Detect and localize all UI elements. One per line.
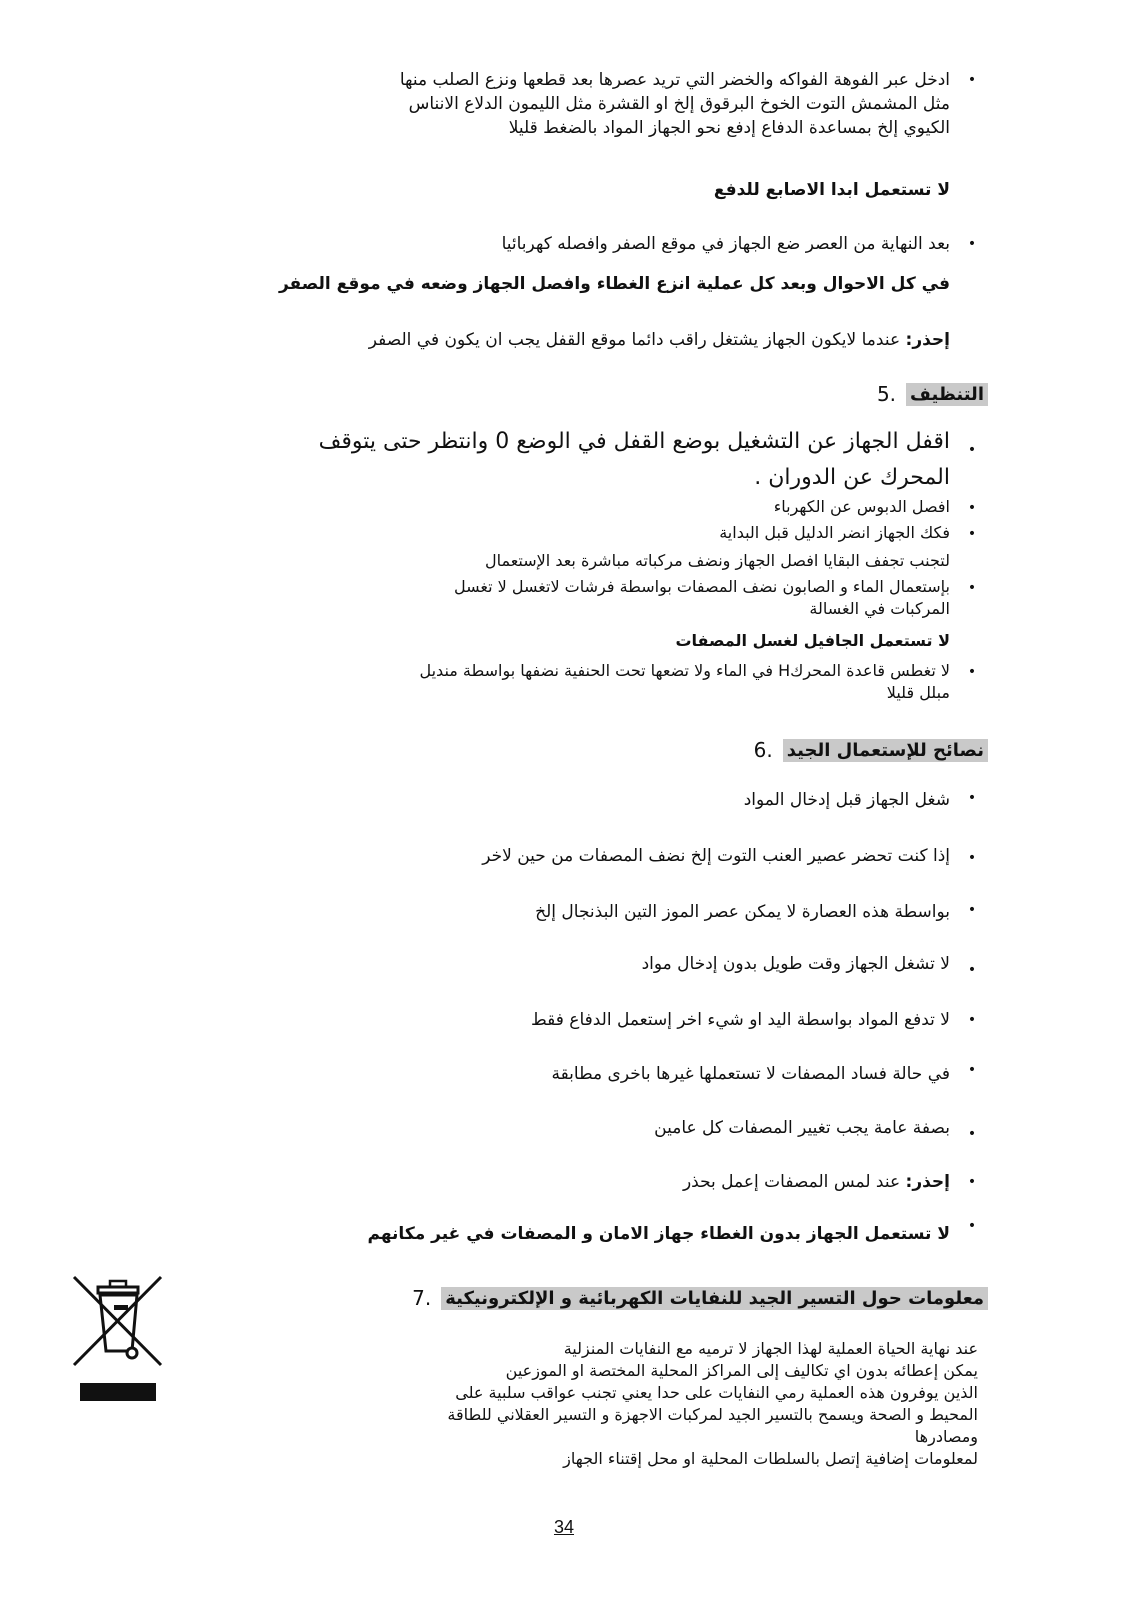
warning-label: إحذر: (905, 330, 950, 350)
warning-label: إحذر: (905, 1172, 950, 1192)
text-line: المحيط و الصحة ويسمح بالتسير الجيد لمركبات الاجهزة و التسير العقلاني للطاقة (447, 1405, 978, 1424)
text-line: الكيوي إلخ بمساعدة الدفاع إدفع نحو الجهاز المواد بالضغط قليلا (508, 118, 950, 138)
crossed-out-wheelie-bin-icon (70, 1275, 165, 1370)
text-line: لا تدفع المواد بواسطة اليد او شيء اخر إستعمل الدفاع فقط (531, 1010, 950, 1030)
bullet: • (967, 850, 977, 866)
bullet: • (967, 1174, 977, 1190)
warning-no-bleach (160, 630, 950, 652)
section-title: نصائح للإستعمال الجيد (783, 739, 988, 762)
warning-no-fingers (160, 178, 950, 202)
text-line: المركبات في الغسالة (809, 599, 950, 618)
bullet: • (967, 1012, 977, 1028)
text-line: بإستعمال الماء و الصابون نضف المصفات بواسطة فرشات لاتغسل لا تغسل (454, 577, 950, 596)
paragraph-washing (160, 576, 950, 620)
paragraph-motor-base (130, 660, 950, 704)
tip-item (160, 844, 950, 868)
tip-item (160, 1008, 950, 1032)
text-line: مبلل قليلا (886, 683, 950, 702)
text-line: بعد النهاية من العصر ضع الجهاز في موقع الصفر وافصله كهربائيا (501, 234, 950, 254)
section-number: 5. (876, 382, 897, 406)
tip-item (160, 952, 950, 976)
text-line: إذا كنت تحضر عصير العنب التوت إلخ نضف المصفات من حين لاخر (482, 846, 950, 866)
bullet: • (967, 526, 977, 542)
text-line: يمكن إعطائه بدون اي تكاليف إلى المراكز المحلية المختصة او الموزعين (505, 1361, 978, 1380)
bullet: • (967, 962, 977, 978)
bold-warning: لا تستعمل الجافيل لغسل المصفات (675, 631, 950, 650)
page-number: 34 (553, 1517, 575, 1537)
text-line: بواسطة هذه العصارة لا يمكن عصر الموز التين البذنجال إلخ (535, 902, 950, 922)
bold-instruction: في كل الاحوال وبعد كل عملية انزع الغطاء وافصل الجهاز وضعه في موقع الصفر (278, 274, 950, 294)
paragraph-avoid-drying (160, 550, 950, 572)
text-line: اقفل الجهاز عن التشغيل بوضع القفل في الوضع 0 وانتظر حتى يتوقف (318, 429, 950, 454)
section-5-heading (877, 382, 988, 406)
bullet: • (967, 664, 977, 680)
section-number: 7. (412, 1286, 432, 1310)
bullet: • (967, 1062, 977, 1078)
bullet: • (967, 236, 977, 252)
bullet: • (967, 72, 977, 88)
bullet: • (967, 1218, 977, 1234)
paragraph-remove-lid (160, 272, 950, 296)
bullet: • (967, 580, 977, 596)
section-6-heading (754, 738, 988, 762)
text-line: مثل المشمش التوت الخوخ البرقوق إلخ او القشرة مثل الليمون الدلاع الانناس (408, 94, 950, 114)
warning-filters (160, 1170, 950, 1194)
tip-item (160, 788, 950, 812)
text-line: ادخل عبر الفوهة الفواكه والخضر التي تريد عصرها بعد قطعها ونزع الصلب منها (399, 70, 950, 90)
section-title: معلومات حول التسير الجيد للنفايات الكهربائية و الإلكترونيكية (441, 1287, 988, 1310)
text-line: بصفة عامة يجب تغيير المصفات كل عامين (654, 1118, 950, 1138)
tip-item (160, 1116, 950, 1140)
text-line: شغل الجهاز قبل إدخال المواد (743, 790, 950, 810)
paragraph-after-juicing (160, 232, 950, 256)
paragraph-insert-fruit (160, 68, 950, 140)
text-line: فكك الجهاز انضر الدليل قبل البداية (719, 523, 950, 542)
weee-bar (80, 1383, 156, 1401)
text-line: لتجنب تجفف البقايا افصل الجهاز ونضف مركباته مباشرة بعد الإستعمال (484, 551, 950, 570)
section-7-heading (412, 1286, 988, 1310)
list-item (160, 522, 950, 544)
paragraph-switch-off (160, 424, 950, 496)
list-item (160, 496, 950, 518)
bold-warning: لا تستعمل ابدا الاصابع للدفع (713, 180, 950, 200)
tip-item (160, 1062, 950, 1086)
bullet: • (967, 902, 977, 918)
warning-lock-position (160, 328, 950, 352)
text-line: لا تغطس قاعدة المحركH في الماء ولا تضعها تحت الحنفية نضفها بواسطة منديل (419, 661, 950, 680)
warning-text: عندما لايكون الجهاز يشتغل راقب دائما موقع القفل يجب ان يكون في الصفر (368, 330, 901, 350)
section-title: التنظيف (906, 383, 988, 406)
paragraph-disposal (163, 1338, 978, 1470)
bullet: • (967, 790, 977, 806)
text-line: في حالة فساد المصفات لا تستعملها غيرها باخرى مطابقة (551, 1064, 950, 1084)
text-line: المحرك عن الدوران . (754, 465, 950, 490)
text-line: لمعلومات إضافية إتصل بالسلطات المحلية او محل إقتناء الجهاز (563, 1449, 978, 1468)
bullet: • (967, 442, 977, 458)
text-line: ومصادرها (914, 1427, 978, 1446)
bullet: • (967, 500, 977, 516)
warning-safety (160, 1222, 950, 1246)
text-line: لا تشغل الجهاز وقت طويل بدون إدخال مواد (641, 954, 950, 974)
text-line: عند نهاية الحياة العملية لهذا الجهاز لا ترميه مع النفايات المنزلية (563, 1339, 978, 1358)
tip-item (160, 900, 950, 924)
bold-warning: لا تستعمل الجهاز بدون الغطاء جهاز الامان و المصفات في غير مكانهم (367, 1224, 950, 1244)
section-number: 6. (753, 738, 773, 762)
text-line: افصل الدبوس عن الكهرباء (773, 497, 950, 516)
text-line: الذين يوفرون هذه العملية رمي النفايات على حدا يعني تجنب عواقب سلبية على (455, 1383, 978, 1402)
warning-text: عند لمس المصفات إعمل بحذر (682, 1172, 901, 1192)
bullet: • (967, 1126, 977, 1142)
